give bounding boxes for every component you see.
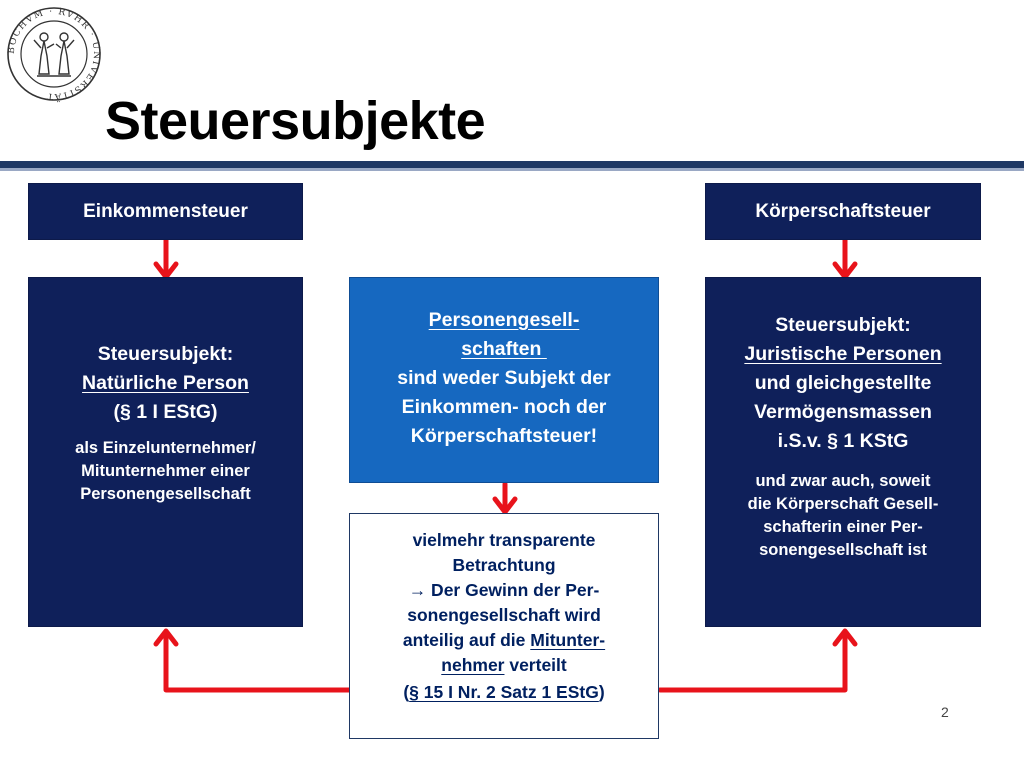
title-divider (0, 161, 1024, 168)
right-note-line4: sonengesellschaft ist (759, 541, 927, 559)
left-note-line2: Mitunternehmer einer (81, 462, 250, 480)
page-number: 2 (941, 704, 949, 720)
right-line4: Vermögensmassen (754, 401, 932, 423)
title-divider-accent (0, 168, 1024, 171)
arrow-einkommensteuer-down (156, 240, 176, 277)
steuersubjekt-label: Steuersubjekt: (97, 343, 234, 365)
estg-15-reference: § 15 I Nr. 2 Satz 1 EStG (409, 682, 599, 702)
paren-open: ( (403, 682, 410, 702)
arrow-to-juristische-personen (660, 631, 855, 690)
paren-close: ) (598, 682, 605, 702)
middle-bottom-line3: Der Gewinn der Per- (426, 580, 600, 600)
left-note-line1: als Einzelunternehmer/ (75, 439, 256, 457)
middle-top-line5: Körperschaftsteuer! (410, 425, 598, 447)
natuerliche-person-box (28, 277, 303, 627)
koerperschaftsteuer-label: Körperschaftsteuer (755, 200, 931, 222)
page-title: Steuersubjekte (105, 91, 486, 151)
middle-bottom-line4: sonengesellschaft wird (407, 605, 601, 625)
estg-reference: (§ 1 I EStG) (113, 401, 218, 423)
juristische-personen-box (705, 277, 981, 627)
einkommensteuer-header (28, 183, 303, 240)
middle-top-line4: Einkommen- noch der (401, 396, 607, 418)
middle-top-line3: sind weder Subjekt der (397, 367, 611, 389)
right-arrow-icon: → (408, 580, 427, 600)
kstg-reference: i.S.v. § 1 KStG (777, 430, 909, 452)
left-note-line3: Personengesellschaft (80, 485, 251, 503)
right-note-line1: und zwar auch, soweit (755, 472, 931, 490)
middle-bottom-line5-pre: anteilig auf die (402, 630, 531, 650)
personengesellschaften-line1: Personengesell- (428, 309, 580, 331)
arrow-personengesellschaft-down (495, 484, 515, 512)
right-steuersubjekt-label: Steuersubjekt: (775, 314, 911, 336)
right-note-line3: schafterin einer Per- (763, 518, 923, 536)
right-note-line2: die Körperschaft Gesell- (747, 495, 939, 513)
einkommensteuer-label: Einkommensteuer (83, 200, 248, 222)
right-line3: und gleichgestellte (754, 372, 932, 394)
personengesellschaften-box (349, 277, 659, 483)
koerperschaftsteuer-header (705, 183, 981, 240)
personengesellschaften-line2: schaften (461, 338, 547, 360)
middle-bottom-line6-post: verteilt (504, 655, 567, 675)
middle-bottom-line1: vielmehr transparente (412, 530, 596, 550)
arrow-koerperschaftsteuer-down (835, 240, 855, 277)
seal-text: BOCHVM · RVHR · UNIVERSITÄT (6, 6, 102, 102)
transparente-betrachtung-box (349, 513, 659, 739)
juristische-personen-label: Juristische Personen (744, 343, 942, 365)
university-seal-logo (4, 4, 104, 104)
middle-bottom-line2: Betrachtung (452, 555, 556, 575)
natuerliche-person-label: Natürliche Person (82, 372, 249, 394)
mitunternehmer-part1: Mitunter- (530, 630, 606, 650)
arrow-to-natuerliche-person (156, 631, 350, 690)
mitunternehmer-part2: nehmer (441, 655, 505, 675)
